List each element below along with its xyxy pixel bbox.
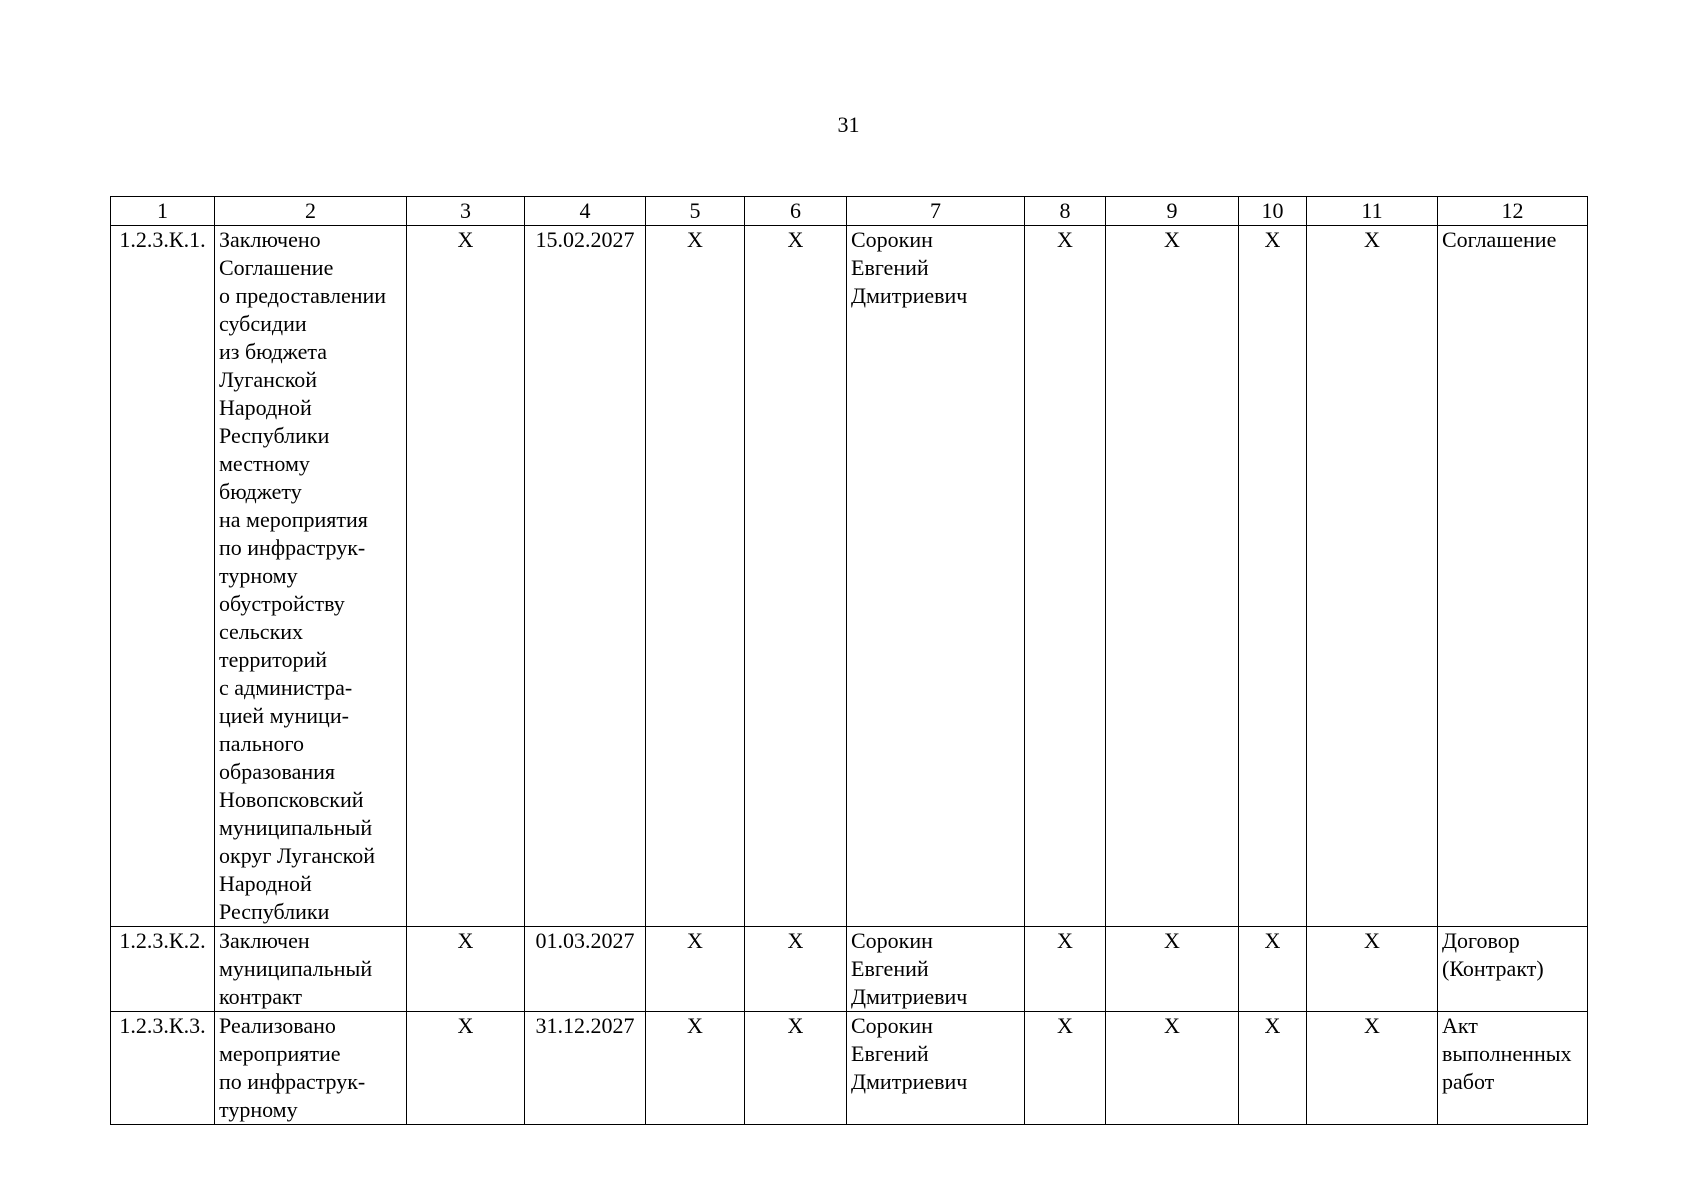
column-header: 12 <box>1438 197 1588 226</box>
cell-value: Х <box>745 1012 847 1125</box>
table-row <box>111 1012 1588 1125</box>
row-code: 1.2.3.К.1. <box>111 226 215 927</box>
document-type: Договор (Контракт) <box>1438 927 1588 1012</box>
due-date: 01.03.2027 <box>525 927 646 1012</box>
column-header: 11 <box>1307 197 1438 226</box>
cell-value: Х <box>646 1012 745 1125</box>
header-row <box>111 197 1588 226</box>
cell-value: Х <box>1239 1012 1307 1125</box>
cell-value: Х <box>1106 927 1239 1012</box>
cell-value: Х <box>646 226 745 927</box>
cell-value: Х <box>1106 226 1239 927</box>
cell-value: Х <box>1025 1012 1106 1125</box>
column-header: 5 <box>646 197 745 226</box>
due-date: 15.02.2027 <box>525 226 646 927</box>
event-description: Заключено Соглашение о предоставлении субсидии из бюджета Луганской Народной Республики местному бюджету на мероприятия по инфраструк- турному обустройству сельских территорий с администра- цией муници- пального образования Новопсковский муниципальный округ Луганской Народной Республики <box>215 226 407 927</box>
cell-value: Х <box>1025 226 1106 927</box>
document-type: Соглашение <box>1438 226 1588 927</box>
event-description: Заключен муниципальный контракт <box>215 927 407 1012</box>
column-header: 4 <box>525 197 646 226</box>
row-code: 1.2.3.К.2. <box>111 927 215 1012</box>
plan-table <box>110 196 1588 1125</box>
table-row <box>111 226 1588 927</box>
row-code: 1.2.3.К.3. <box>111 1012 215 1125</box>
responsible-person: Сорокин Евгений Дмитриевич <box>847 927 1025 1012</box>
cell-value: Х <box>407 1012 525 1125</box>
cell-value: Х <box>1025 927 1106 1012</box>
column-header: 7 <box>847 197 1025 226</box>
cell-value: Х <box>1307 226 1438 927</box>
responsible-person: Сорокин Евгений Дмитриевич <box>847 226 1025 927</box>
cell-value: Х <box>745 927 847 1012</box>
cell-value: Х <box>745 226 847 927</box>
cell-value: Х <box>646 927 745 1012</box>
due-date: 31.12.2027 <box>525 1012 646 1125</box>
column-header: 1 <box>111 197 215 226</box>
cell-value: Х <box>1106 1012 1239 1125</box>
column-header: 6 <box>745 197 847 226</box>
column-header: 10 <box>1239 197 1307 226</box>
column-header: 2 <box>215 197 407 226</box>
cell-value: Х <box>1307 927 1438 1012</box>
table-row <box>111 927 1588 1012</box>
cell-value: Х <box>407 226 525 927</box>
column-header: 8 <box>1025 197 1106 226</box>
column-header: 9 <box>1106 197 1239 226</box>
cell-value: Х <box>1239 226 1307 927</box>
cell-value: Х <box>1239 927 1307 1012</box>
page-number: 31 <box>837 112 860 137</box>
event-description: Реализовано мероприятие по инфраструк- турному <box>215 1012 407 1125</box>
cell-value: Х <box>407 927 525 1012</box>
column-header: 3 <box>407 197 525 226</box>
document-type: Акт выполненных работ <box>1438 1012 1588 1125</box>
cell-value: Х <box>1307 1012 1438 1125</box>
responsible-person: Сорокин Евгений Дмитриевич <box>847 1012 1025 1125</box>
